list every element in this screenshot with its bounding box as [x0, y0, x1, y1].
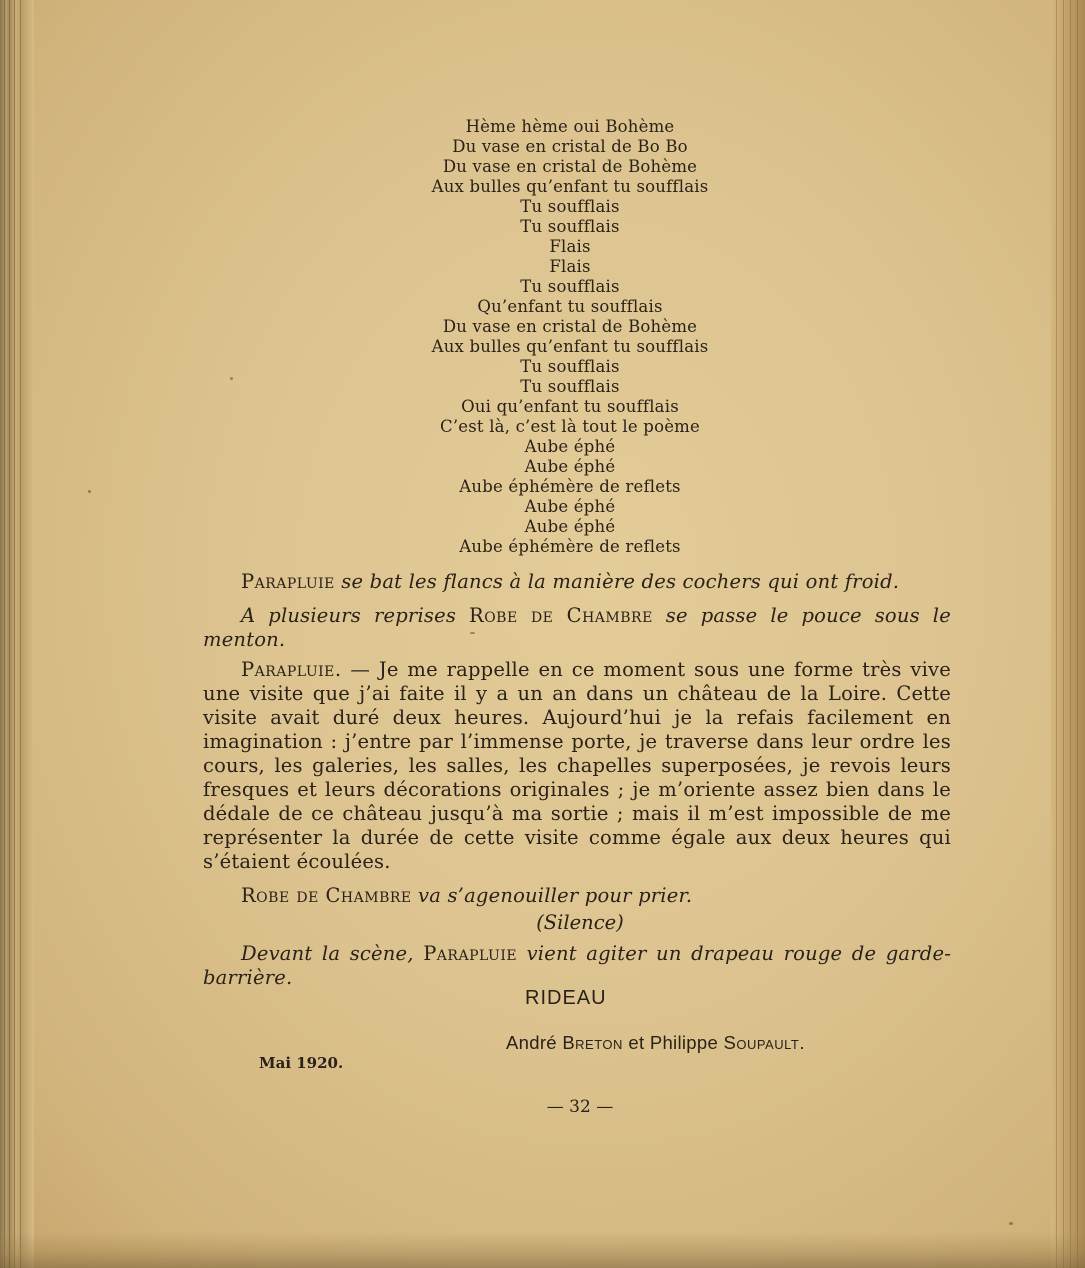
speaker-name: Parapluie.: [241, 658, 342, 681]
author-join: et Philippe: [622, 1032, 724, 1053]
poem-line: Hème hème oui Bohème: [465, 117, 675, 136]
page-number: — 32 —: [546, 1097, 614, 1117]
bottom-edge: [0, 1232, 1085, 1268]
stage-direction-text: va s’agenouiller pour prier.: [411, 884, 693, 907]
poem-line: Flais: [549, 257, 591, 276]
binding-edge: [0, 0, 34, 1268]
poem-line: Aube éphé: [524, 457, 616, 476]
date: Mai 1920.: [259, 1054, 344, 1072]
dialogue-text: — Je me rappelle en ce moment sous une forme très vive une visite que j’ai faite il y a un an dans un château de la Loire. Cette visite avait duré deux heures. Aujourd’hui je la refais facilement en imagination : j’entre par l’immense porte, je traverse dans leur ordre les cours, les galeries, les salles, les chapelles superposées, je revois leurs fresques et leurs décorations originales ; je m’oriente assez bien dans le dédale de ce château jusqu’à ma sortie ; mais il m’est impossible de me représenter la durée de cette visite comme égale aux deux heures qui s’étaient écoulées.: [203, 658, 951, 873]
binding-line: [9, 0, 10, 1268]
binding-line: [4, 0, 5, 1268]
poem-line: Du vase en cristal de Bohème: [442, 157, 698, 176]
poem-line: Tu soufflais: [520, 197, 620, 216]
paper-speck: [88, 490, 91, 493]
author-signature: [506, 1032, 805, 1054]
curtain-heading: RIDEAU: [525, 987, 607, 1009]
stage-direction-4: [203, 942, 951, 990]
poem-line: Tu soufflais: [520, 277, 620, 296]
stage-direction-text: vient agiter un drapeau rouge de garde-barrière.: [203, 942, 951, 989]
stage-direction-text: se bat les flancs à la manière des cochers qui ont froid.: [334, 570, 900, 593]
poem-line: Tu soufflais: [520, 217, 620, 236]
poem-line: Aube éphé: [524, 517, 616, 536]
speaker-name: Robe de Chambre: [241, 884, 412, 907]
silence-direction: (Silence): [536, 911, 624, 934]
author-first-name: André: [506, 1032, 563, 1053]
stage-direction-1: [203, 570, 951, 594]
stage-direction-2: [203, 604, 951, 652]
poem-line: Aube éphémère de reflets: [459, 477, 681, 496]
poem-line: Aube éphémère de reflets: [459, 537, 681, 556]
poem-line: Du vase en cristal de Bohème: [442, 317, 698, 336]
author-last-name: Breton: [562, 1032, 623, 1053]
poem-line: C’est là, c’est là tout le poème: [440, 417, 700, 436]
page-stack-line: [1077, 0, 1078, 1268]
speaker-name: Robe de Chambre: [469, 604, 653, 627]
binding-line: [20, 0, 21, 1268]
dialogue-paragraph: [203, 658, 951, 874]
stage-direction-lead: A plusieurs reprises: [241, 604, 470, 627]
poem-line: Aux bulles qu’enfant tu soufflais: [431, 337, 709, 356]
poem-line: Aube éphé: [524, 437, 616, 456]
page-stack-line: [1056, 0, 1057, 1268]
poem-line: Aux bulles qu’enfant tu soufflais: [431, 177, 709, 196]
speaker-name: Parapluie: [241, 570, 335, 593]
binding-line: [14, 0, 15, 1268]
page-stack-line: [1063, 0, 1064, 1268]
author-last-name: Soupault: [723, 1032, 800, 1053]
stage-direction-lead: Devant la scène,: [241, 942, 424, 965]
paper-speck: [1009, 1222, 1013, 1225]
poem-line: Qu’enfant tu soufflais: [477, 297, 663, 316]
poem-line: Aube éphé: [524, 497, 616, 516]
poem-line: Flais: [549, 237, 591, 256]
speaker-name: Parapluie: [423, 942, 518, 965]
poem-line: Du vase en cristal de Bo Bo: [452, 137, 688, 156]
stage-direction-text: se passe le pouce sous le menton.: [203, 604, 951, 651]
paper-speck: [230, 377, 233, 380]
poem-line: Oui qu’enfant tu soufflais: [461, 397, 679, 416]
poem-line: Tu soufflais: [520, 357, 620, 376]
page-stack-line: [1070, 0, 1071, 1268]
poem: [300, 117, 840, 557]
poem-line: Tu soufflais: [520, 377, 620, 396]
signature-end: .: [799, 1032, 805, 1053]
stage-direction-3: [203, 884, 951, 908]
